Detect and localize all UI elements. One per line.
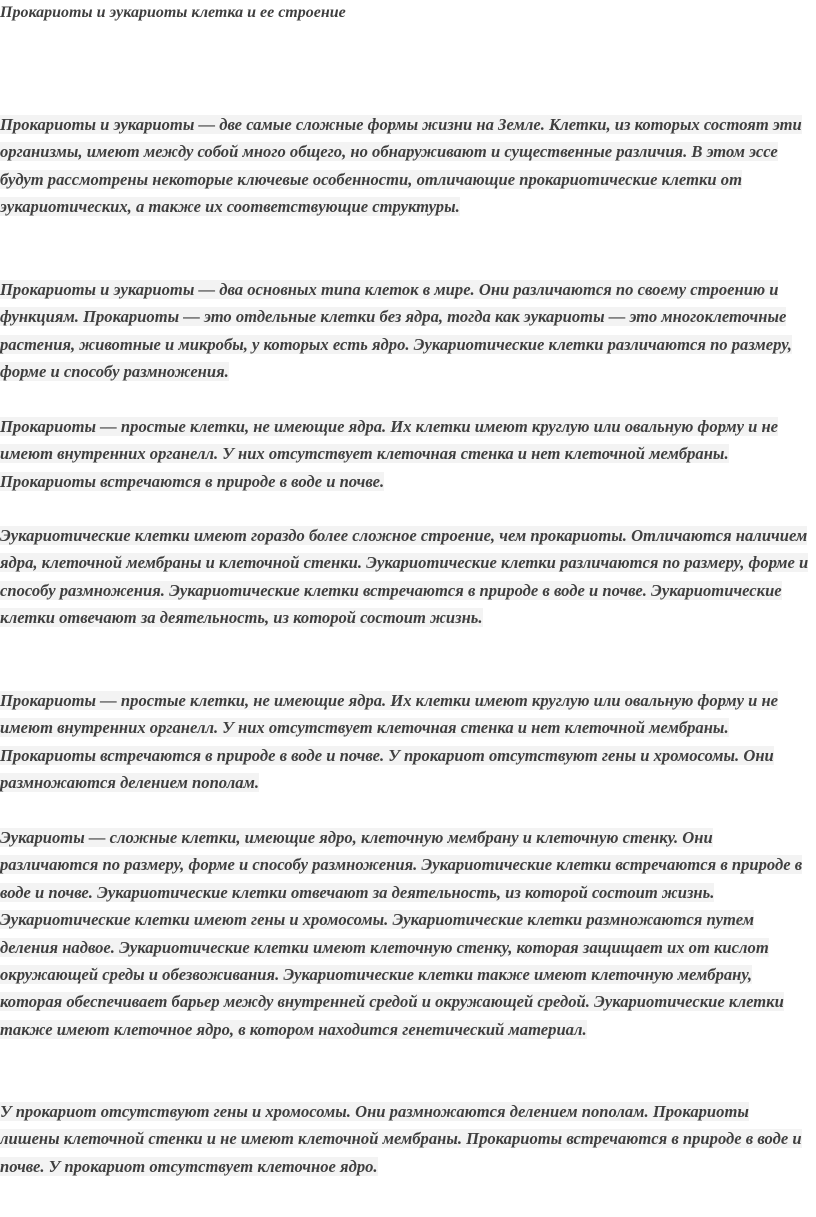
paragraph-4: [0, 522, 812, 632]
paragraph-6-text: Эукариоты — сложные клетки, имеющие ядро, клеточную мембрану и клеточную стенку. Они различаются по размеру, форме и способу размножения. Эукариотические клетки встречаются в природе в воде и почве. Эукариотические клетки отвечают за деятельность, из которой состоит жизнь. Эукариотические клетки имеют гены и хромосомы. Эукариотические клетки размножаются путем деления надвое. Эукариотические клетки имеют клеточную стенку, которая защищает их от кислот окружающей среды и обезвоживания. Эукариотические клетки также имеют клеточную мембрану, которая обеспечивает барьер между внутренней средой и окружающей средой. Эукариотические клетки также имеют клеточное ядро, в котором находится генетический материал.: [0, 828, 803, 1039]
paragraph-2: [0, 276, 812, 386]
paragraph-5-text: Прокариоты — простые клетки, не имеющие ядра. Их клетки имеют круглую или овальную форму и не имеют внутренних органелл. У них отсутствует клеточная стенка и нет клеточной мембраны. Прокариоты встречаются в природе в воде и почве. У прокариот отсутствуют гены и хромосомы. Они размножаются делением пополам.: [0, 691, 779, 793]
paragraph-3-text: Прокариоты — простые клетки, не имеющие ядра. Их клетки имеют круглую или овальную форму и не имеют внутренних органелл. У них отсутствует клеточная стенка и нет клеточной мембраны. Прокариоты встречаются в природе в воде и почве.: [0, 417, 779, 491]
paragraph-7: [0, 1098, 812, 1180]
paragraph-4-text: Эукариотические клетки имеют гораздо более сложное строение, чем прокариоты. Отличаются наличием ядра, клеточной мембраны и клеточной стенки. Эукариотические клетки различаются по размеру, форме и способу размножения. Эукариотические клетки встречаются в природе в воде и почве. Эукариотические клетки отвечают за деятельность, из которой состоит жизнь.: [0, 526, 809, 628]
paragraph-3: [0, 413, 812, 495]
paragraph-6: [0, 824, 812, 1043]
paragraph-1-text: Прокариоты и эукариоты — две самые сложные формы жизни на Земле. Клетки, из которых состоят эти организмы, имеют между собой много общего, но обнаруживают и существенные различия. В этом эссе будут рассмотрены некоторые ключевые особенности, отличающие прокариотические клетки от эукариотических, а также их соответствующие структуры.: [0, 115, 802, 217]
paragraph-2-text: Прокариоты и эукариоты — два основных типа клеток в мире. Они различаются по своему строению и функциям. Прокариоты — это отдельные клетки без ядра, тогда как эукариоты — это многоклеточные растения, животные и микробы, у которых есть ядро. Эукариотические клетки различаются по размеру, форме и способу размножения.: [0, 280, 792, 382]
paragraph-5: [0, 687, 812, 797]
document-title: Прокариоты и эукариоты клетка и ее строение: [0, 4, 346, 21]
paragraph-7-text: У прокариот отсутствуют гены и хромосомы. Они размножаются делением пополам. Прокариоты лишены клеточной стенки и не имеют клеточной мембраны. Прокариоты встречаются в природе в воде и почве. У прокариот отсутствует клеточное ядро.: [0, 1102, 802, 1176]
paragraph-1: [0, 111, 812, 221]
